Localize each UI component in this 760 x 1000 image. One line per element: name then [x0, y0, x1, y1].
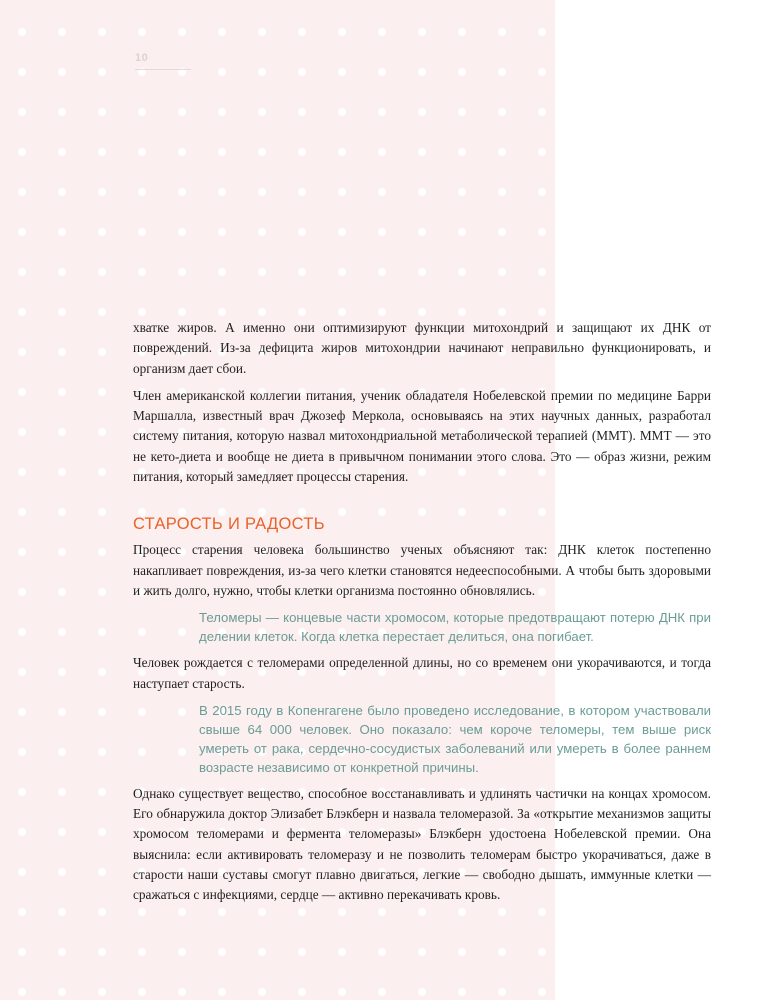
page-number-rule [135, 69, 191, 70]
paragraph-telomerase: Однако существует вещество, способное восстанавливать и удлинять частички на концах хромосом. Его обнаружила доктор Элизабет Блэкберн и назвала теломеразой. За «открытие механизмов защиты хромосом теломерами и фермента теломеразы» Блэкберн удостоена Нобелевской премии. Она выяснила: если активировать теломеразу и не позволить теломерам быстро укорачиваться, даже в старости наши суставы смогут плавно двигаться, легкие — свободно дышать, иммунные клетки — сражаться с инфекциями, сердце — активно перекачивать кровь. [133, 785, 711, 903]
paragraph-aging: Процесс старения человека большинство ученых объясняют так: ДНК клеток постепенно накапливает повреждения, из-за чего клетки становятся недееспособными. А чтобы быть здоровыми и жить долго, нужно, чтобы клетки организма постоянно обновлялись. [133, 542, 711, 598]
section-heading: СТАРОСТЬ И РАДОСТЬ [133, 515, 325, 534]
paragraph-fats: хватке жиров. А именно они оптимизируют функции митохондрий и защищают их ДНК от повреждений. Из-за дефицита жиров митохондрии начинают неправильно функционировать, и организм дает сбои. [133, 320, 711, 376]
callout-copenhagen-study: В 2015 году в Копенгагене было проведено исследование, в котором участвовали свыше 64 000 человек. Оно показало: чем короче теломеры, тем выше риск умереть от рака, сердечно-сосудистых заболеваний или умереть в более раннем возрасте независимо от конкретной причины. [199, 702, 711, 775]
callout-telomeres: Теломеры — концевые части хромосом, которые предотвращают потерю ДНК при делении клеток. Когда клетка перестает делиться, она погибает. [199, 610, 711, 645]
paragraph-telomere-length: Человек рождается с теломерами определенной длины, но со временем они укорачиваются, и тогда наступает старость. [133, 655, 711, 691]
page-number: 10 [135, 52, 149, 64]
paragraph-mmt: Член американской коллегии питания, ученик обладателя Нобелевской премии по медицине Барри Маршалла, известный врач Джозеф Меркола, основываясь на этих научных данных, разработал систему питания, которую назвал митохондриальной метаболической терапией (ММТ). ММТ — это не кето-диета и вообще не диета в привычном понимании этого слова. Это — образ жизни, режим питания, который замедляет процессы старения. [133, 387, 711, 485]
page-content [133, 318, 711, 913]
